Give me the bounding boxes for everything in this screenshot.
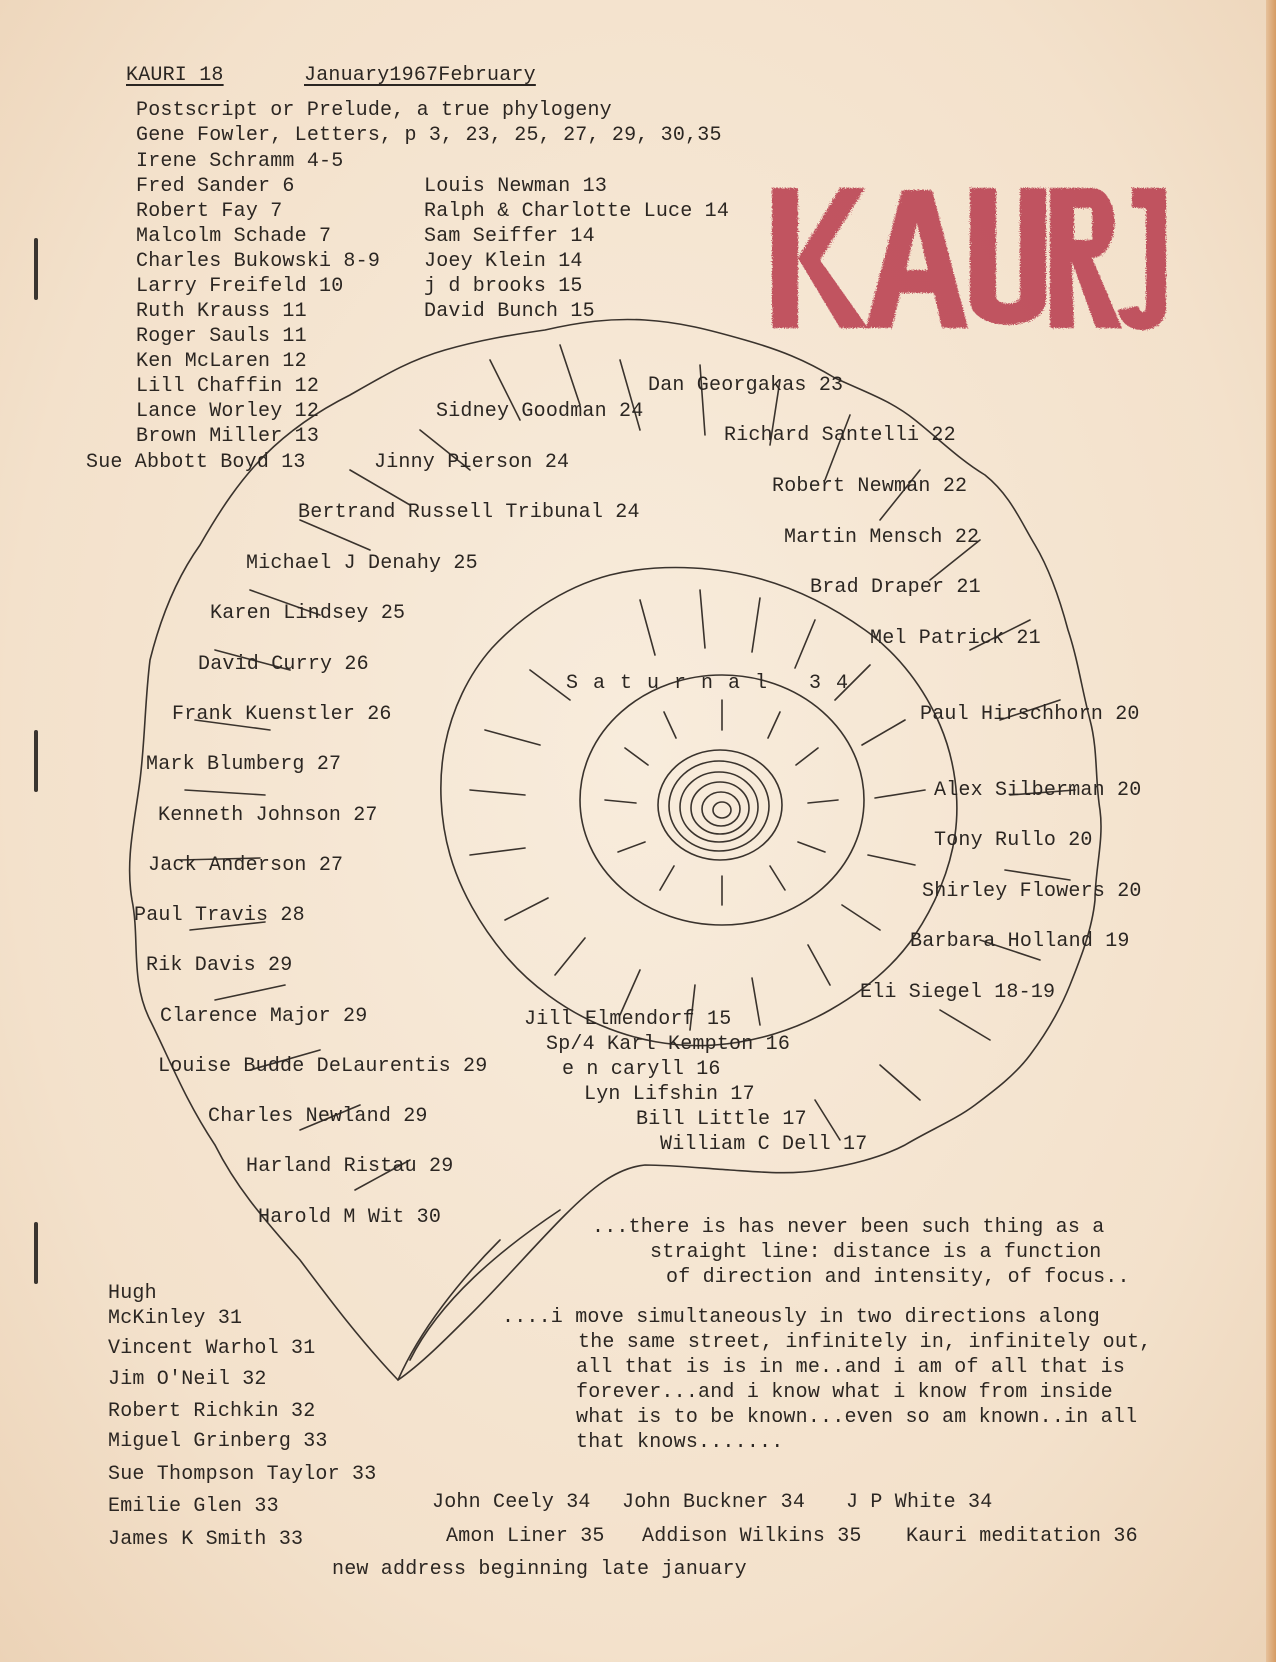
- contents-entry: Lill Chaffin 12: [136, 375, 320, 398]
- contents-entry: j d brooks 15: [424, 275, 583, 298]
- gene-fowler-line: Gene Fowler, Letters, p 3, 23, 25, 27, 29, 30,35: [136, 124, 722, 147]
- shell-entry: Mel Patrick 21: [870, 627, 1041, 650]
- contents-entry: McKinley 31: [108, 1307, 243, 1330]
- issue-label: KAURI 18: [126, 64, 224, 87]
- shell-entry: Mark Blumberg 27: [146, 753, 342, 776]
- contents-entry: Joey Klein 14: [424, 250, 583, 273]
- shell-entry: Dan Georgakas 23: [648, 374, 844, 397]
- shell-entry: Alex Silberman 20: [934, 779, 1142, 802]
- shell-entry: Jinny Pierson 24: [374, 451, 570, 474]
- intro-line: Postscript or Prelude, a true phylogeny: [136, 99, 612, 122]
- contents-entry: Louis Newman 13: [424, 175, 608, 198]
- contents-entry: Robert Fay 7: [136, 200, 283, 223]
- quote-line: straight line: distance is a function: [650, 1241, 1102, 1264]
- shell-entry: Louise Budde DeLaurentis 29: [158, 1055, 488, 1078]
- quote-line: the same street, infinitely in, infinitely out,: [578, 1331, 1152, 1354]
- contents-entry: Sue Thompson Taylor 33: [108, 1463, 377, 1486]
- shell-entry: Clarence Major 29: [160, 1005, 368, 1028]
- contents-entry: Lance Worley 12: [136, 400, 320, 423]
- shell-entry: Robert Newman 22: [772, 475, 968, 498]
- shell-entry: e n caryll 16: [562, 1058, 721, 1081]
- shell-entry: Bill Little 17: [636, 1108, 807, 1131]
- quote-line: what is to be known...even so am known..in all: [576, 1406, 1138, 1429]
- quote-line: forever...and i know what i know from inside: [576, 1381, 1113, 1404]
- quote-line: ....i move simultaneously in two directions along: [502, 1306, 1100, 1329]
- contents-entry: Brown Miller 13: [136, 425, 320, 448]
- issue-date: January1967February: [304, 64, 536, 87]
- contents-entry: Hugh: [108, 1282, 157, 1305]
- contents-entry: Fred Sander 6: [136, 175, 295, 198]
- quote-line: that knows.......: [576, 1431, 784, 1454]
- contents-entry: Irene Schramm 4-5: [136, 150, 344, 173]
- shell-entry: Jill Elmendorf 15: [524, 1008, 732, 1031]
- contents-entry: J P White 34: [846, 1491, 993, 1514]
- shell-entry: Bertrand Russell Tribunal 24: [298, 501, 640, 524]
- contents-entry: Emilie Glen 33: [108, 1495, 279, 1518]
- contents-entry: Ruth Krauss 11: [136, 300, 307, 323]
- shell-entry: Frank Kuenstler 26: [172, 703, 392, 726]
- contents-entry: Amon Liner 35: [446, 1525, 605, 1548]
- contents-entry: Sue Abbott Boyd 13: [86, 451, 306, 474]
- contents-entry: James K Smith 33: [108, 1528, 304, 1551]
- contents-entry: John Buckner 34: [622, 1491, 806, 1514]
- shell-entry: Jack Anderson 27: [148, 854, 344, 877]
- contents-entry: Addison Wilkins 35: [642, 1525, 862, 1548]
- shell-entry: Brad Draper 21: [810, 576, 981, 599]
- contents-entry: Jim O'Neil 32: [108, 1368, 267, 1391]
- shell-entry: Richard Santelli 22: [724, 424, 956, 447]
- contents-entry: David Bunch 15: [424, 300, 595, 323]
- shell-entry: Tony Rullo 20: [934, 829, 1093, 852]
- shell-entry: Paul Hirschhorn 20: [920, 703, 1140, 726]
- shell-entry: Martin Mensch 22: [784, 526, 980, 549]
- shell-entry: David Curry 26: [198, 653, 369, 676]
- quote-line: all that is is in me..and i am of all that is: [576, 1356, 1126, 1379]
- shell-entry: Charles Newland 29: [208, 1105, 428, 1128]
- contents-entry: Miguel Grinberg 33: [108, 1430, 328, 1453]
- shell-entry: Karen Lindsey 25: [210, 602, 406, 625]
- contents-entry: Roger Sauls 11: [136, 325, 307, 348]
- shell-entry: William C Dell 17: [660, 1133, 868, 1156]
- contents-entry: Charles Bukowski 8-9: [136, 250, 381, 273]
- contents-entry: John Ceely 34: [432, 1491, 591, 1514]
- quote-line: of direction and intensity, of focus..: [666, 1266, 1130, 1289]
- shell-entry: Eli Siegel 18-19: [860, 981, 1056, 1004]
- shell-entry: Sp/4 Karl Kempton 16: [546, 1033, 791, 1056]
- contents-entry: Vincent Warhol 31: [108, 1337, 316, 1360]
- shell-entry: Paul Travis 28: [134, 904, 305, 927]
- contents-entry: Larry Freifeld 10: [136, 275, 344, 298]
- quote-line: ...there is has never been such thing as a: [592, 1216, 1105, 1239]
- shell-entry: Harland Ristau 29: [246, 1155, 454, 1178]
- contents-entry: Sam Seiffer 14: [424, 225, 595, 248]
- contents-entry: Malcolm Schade 7: [136, 225, 332, 248]
- kauri-logo-stamp: [770, 178, 1170, 338]
- contents-entry: Ken McLaren 12: [136, 350, 307, 373]
- shell-entry: Sidney Goodman 24: [436, 400, 644, 423]
- shell-entry: Michael J Denahy 25: [246, 552, 478, 575]
- contents-entry: Robert Richkin 32: [108, 1400, 316, 1423]
- shell-entry-saturnal: Saturnal 34: [566, 672, 864, 695]
- shell-entry: Barbara Holland 19: [910, 930, 1130, 953]
- contents-entry: Kauri meditation 36: [906, 1525, 1138, 1548]
- shell-entry: Lyn Lifshin 17: [584, 1083, 755, 1106]
- contents-entry: Ralph & Charlotte Luce 14: [424, 200, 730, 223]
- footer-note: new address beginning late january: [332, 1558, 747, 1581]
- shell-entry: Harold M Wit 30: [258, 1206, 442, 1229]
- shell-entry: Kenneth Johnson 27: [158, 804, 378, 827]
- shell-entry: Rik Davis 29: [146, 954, 293, 977]
- shell-entry: Shirley Flowers 20: [922, 880, 1142, 903]
